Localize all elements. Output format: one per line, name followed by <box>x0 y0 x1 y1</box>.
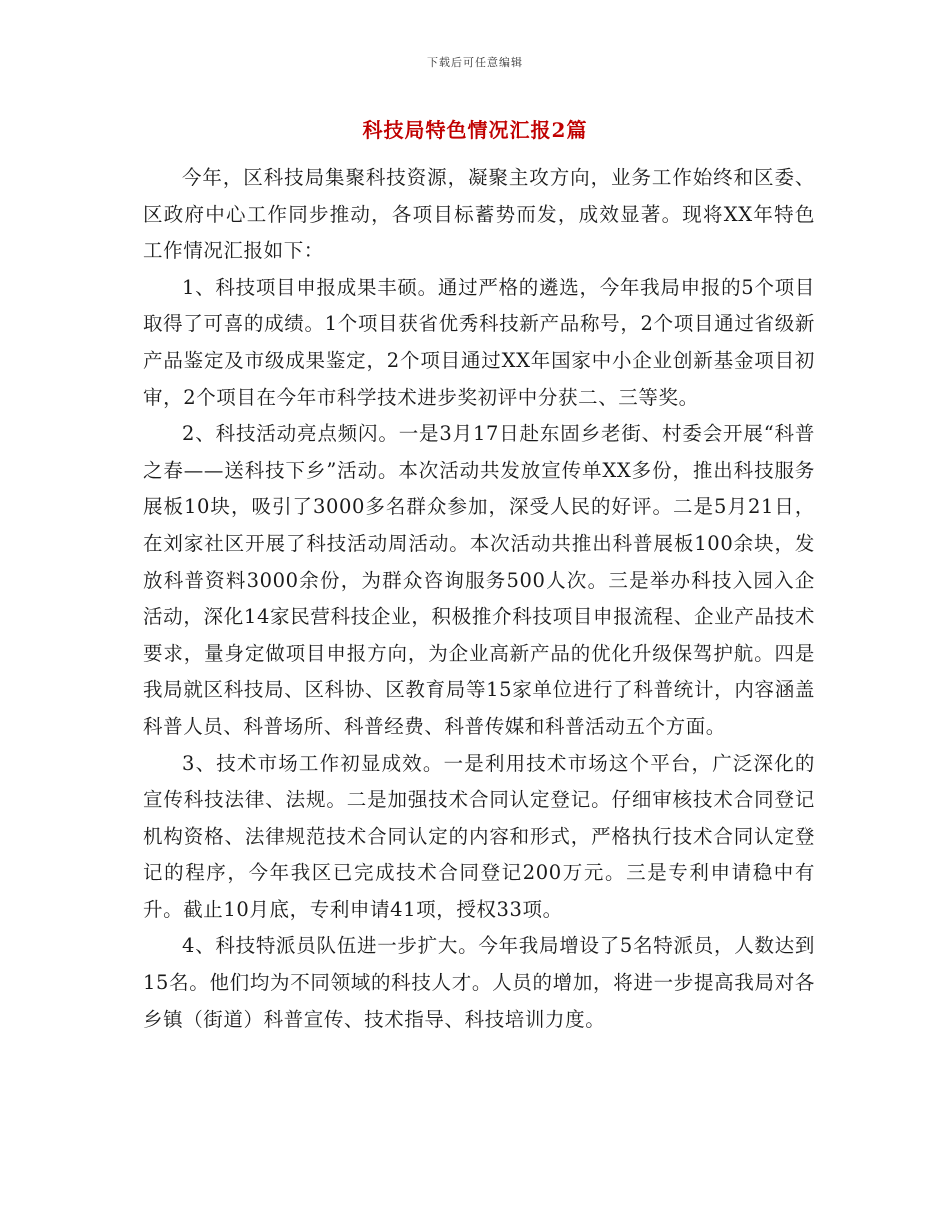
paragraph-item-4: 4、科技特派员队伍进一步扩大。今年我局增设了5名特派员，人数达到15名。他们均为不同领域的科技人才。人员的增加，将进一步提高我局对各乡镇（街道）科普宣传、技术指导、科技培训力度。 <box>143 934 815 1031</box>
document-body <box>143 160 815 1038</box>
paragraph-item-1: 1、科技项目申报成果丰硕。通过严格的遴选，今年我局申报的5个项目取得了可喜的成绩。1个项目获省优秀科技新产品称号，2个项目通过省级新产品鉴定及市级成果鉴定，2个项目通过XX年国家中小企业创新基金项目初审，2个项目在今年市科学技术进步奖初评中分获二、三等奖。 <box>143 275 815 409</box>
document-title: 科技局特色情况汇报2篇 <box>362 118 588 142</box>
paragraph-item-2: 2、科技活动亮点频闪。一是3月17日赴东固乡老街、村委会开展“科普之春——送科技下乡”活动。本次活动共发放宣传单XX多份，推出科技服务展板10块，吸引了3000多名群众参加，深受人民的好评。二是5月21日，在刘家社区开展了科技活动周活动。本次活动共推出科普展板100余块，发放科普资料3000余份，为群众咨询服务500人次。三是举办科技入园入企活动，深化14家民营科技企业，积极推介科技项目申报流程、企业产品技术要求，量身定做项目申报方向，为企业高新产品的优化升级保驾护航。四是我局就区科技局、区科协、区教育局等15家单位进行了科普统计，内容涵盖科普人员、科普场所、科普经费、科普传媒和科普活动五个方面。 <box>143 422 815 738</box>
page-header-note: 下载后可任意编辑 <box>427 56 523 69</box>
paragraph-intro: 今年，区科技局集聚科技资源，凝聚主攻方向，业务工作始终和区委、区政府中心工作同步推动，各项目标蓄势而发，成效显著。现将XX年特色工作情况汇报如下： <box>143 166 815 263</box>
paragraph-item-3: 3、技术市场工作初显成效。一是利用技术市场这个平台，广泛深化的宣传科技法律、法规。二是加强技术合同认定登记。仔细审核技术合同登记机构资格、法律规范技术合同认定的内容和形式，严格执行技术合同认定登记的程序，今年我区已完成技术合同登记200万元。三是专利申请稳中有升。截止10月底，专利申请41项，授权33项。 <box>143 751 815 921</box>
